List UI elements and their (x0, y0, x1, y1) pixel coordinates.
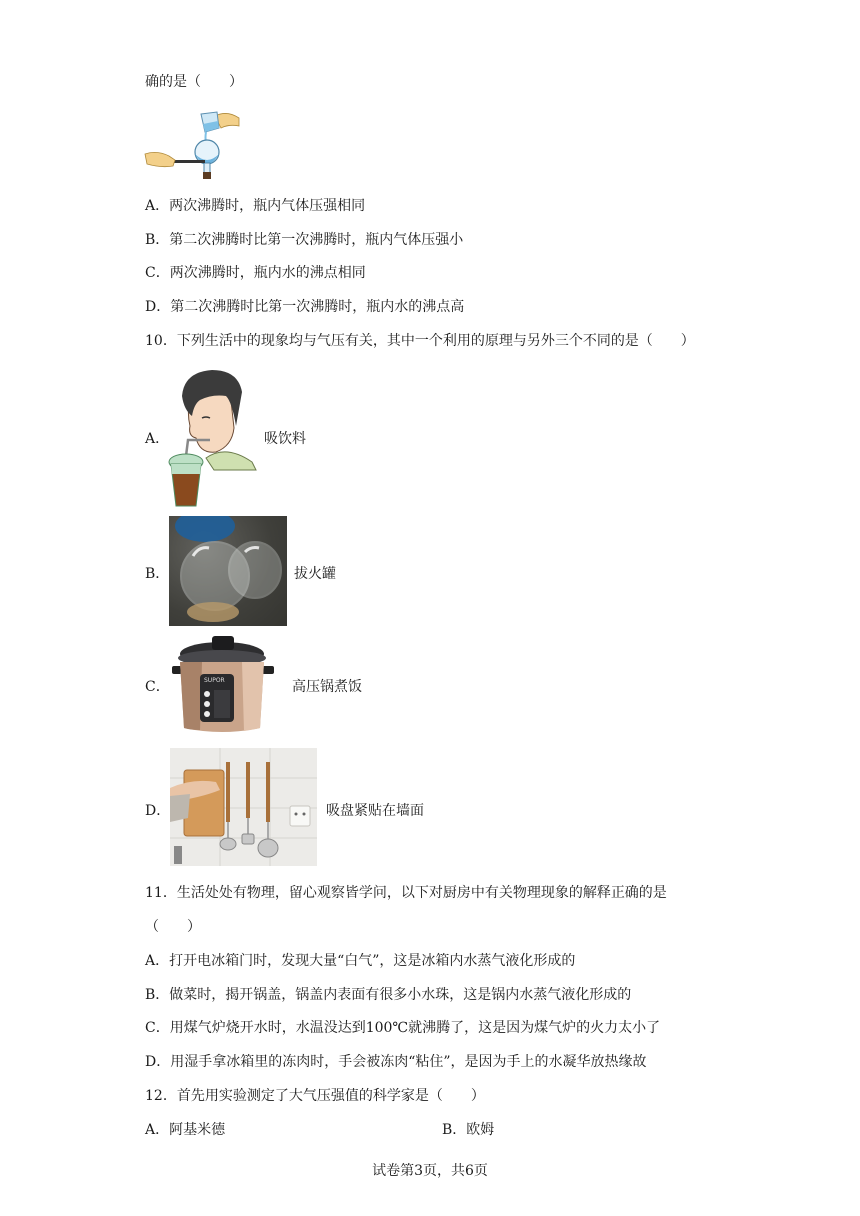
q10-option-d-letter: D． (145, 803, 171, 819)
q9-option-d: D．第二次沸腾时比第一次沸腾时，瓶内水的沸点高 (145, 299, 465, 315)
pot-brand: SUPOR (204, 677, 225, 684)
q11-stem-line2: （ ） (145, 919, 201, 935)
q9-option-a: A．两次沸腾时，瓶内气体压强相同 (145, 198, 366, 214)
flask-illustration (143, 106, 243, 182)
q10-stem: 10．下列生活中的现象均与气压有关，其中一个利用的原理与另外三个不同的是（ ） (145, 333, 695, 349)
q10-option-a-image (166, 366, 260, 508)
q10-option-c-caption: 高压锅煮饭 (292, 679, 362, 695)
q12-option-b: B．欧姆 (442, 1122, 495, 1138)
q12-option-a: A．阿基米德 (145, 1122, 226, 1138)
q12-stem: 12．首先用实验测定了大气压强值的科学家是（ ） (145, 1088, 485, 1104)
q11-stem-line1: 11．生活处处有物理，留心观察皆学问，以下对厨房中有关物理现象的解释正确的是 (145, 885, 667, 901)
q9-stem-tail: 确的是（ ） (145, 74, 243, 90)
page-footer: 试卷第3页，共6页 (372, 1163, 488, 1179)
pressure-cooker-illustration (172, 632, 274, 738)
q10-option-b-caption: 拔火罐 (294, 566, 336, 582)
q10-option-c-letter: C． (145, 679, 170, 695)
q11-option-c: C．用煤气炉烧开水时，水温没达到100℃就沸腾了，这是因为煤气炉的火力太小了 (145, 1020, 661, 1036)
q10-option-c-image (172, 632, 274, 738)
q10-option-d-caption: 吸盘紧贴在墙面 (326, 803, 424, 819)
cupping-jars-photo (169, 516, 287, 626)
q9-option-c: C．两次沸腾时，瓶内水的沸点相同 (145, 265, 366, 281)
q10-option-a-caption: 吸饮料 (264, 431, 306, 447)
q9-option-b: B．第二次沸腾时比第一次沸腾时，瓶内气体压强小 (145, 232, 464, 248)
q10-option-a-letter: A． (145, 431, 170, 447)
suction-cup-wall-photo (170, 748, 317, 866)
q11-option-b: B．做菜时，揭开锅盖，锅盖内表面有很多小水珠，这是锅内水蒸气液化形成的 (145, 987, 632, 1003)
q10-option-b-image (169, 516, 287, 626)
q10-option-b-letter: B． (145, 566, 170, 582)
q11-option-a: A．打开电冰箱门时，发现大量“白气”，这是冰箱内水蒸气液化形成的 (145, 953, 576, 969)
q9-flask-figure (143, 106, 243, 182)
boy-drinking-illustration (166, 366, 260, 508)
q11-option-d: D．用湿手拿冰箱里的冻肉时，手会被冻肉“粘住”，是因为手上的水凝华放热缘故 (145, 1054, 647, 1070)
q10-option-d-image (170, 748, 317, 866)
